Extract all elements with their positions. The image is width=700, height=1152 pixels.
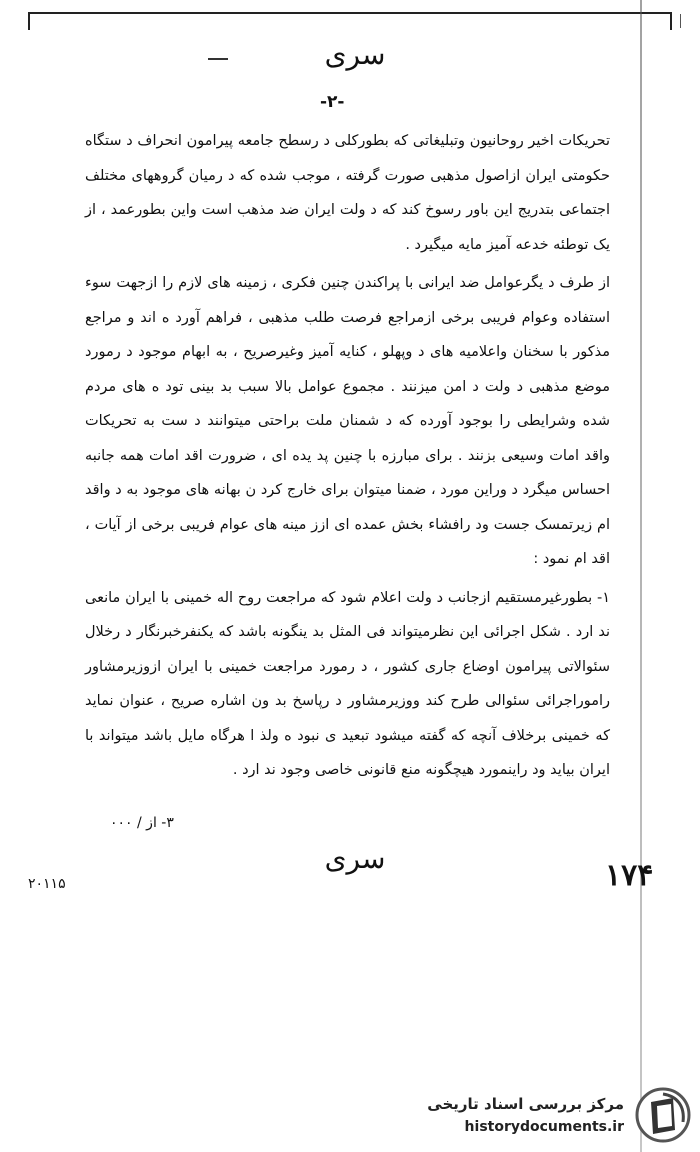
watermark-url: historydocuments.ir xyxy=(464,1119,624,1135)
page-frame-right-secondary xyxy=(680,14,681,28)
page-frame-right xyxy=(670,12,672,30)
page-number: -۲- xyxy=(320,92,345,112)
classification-bottom: سری xyxy=(324,842,386,875)
page-frame-top xyxy=(28,12,672,14)
classification-top: سری xyxy=(324,38,386,71)
watermark-logo-icon xyxy=(633,1084,693,1146)
page-frame-left xyxy=(28,12,30,30)
archive-number: ۱۷۴ xyxy=(605,858,654,893)
paragraph-1: تحریکات اخیر روحانیون وتبلیغاتی که بطورکلی د رسطح جامعه پیرامون انحراف د ستگاه حکومتی ایران ازاصول مذهبی صورت گرفته ، موجب شده که د رمیان گروههای مختلف اجتماعی بتدریج این باور رسوخ کند که د ولت ایران ضد مذهب است واین بطورعمد ، از یک توطئه خدعه آمیز مایه میگیرد . xyxy=(85,133,610,253)
document-body xyxy=(85,124,610,788)
watermark-org-name: مرکز بررسی اسناد تاریخی xyxy=(427,1095,624,1113)
paragraph-3: ۱- بطورغیرمستقیم ازجانب د ولت اعلام شود که مراجعت روح اله خمینی با ایران مانعی ند ارد . شکل اجرائی این نظرمیتواند فی المثل بد ینگونه باشد که یکنفرخبرنگار د رخلال سئوالاتی پیرامون اوضاع جاری کشور ، د رمورد مراجعت خمینی با ایران ازوزیرمشاور راموراجرائی سئوالی طرح کند ووزیرمشاور د رپاسخ بد ون اشاره صریح ، عنوان نماید که خمینی برخلاف آنچه که گفته میشود تبعید ی نبود ه ولذ ا هرگاه مایل باشد میتواند با ایران بیاید ود راینمورد هیچگونه منع قانونی خاصی وجود ند ارد . xyxy=(85,589,610,778)
continuation-line: ۳- از / ۰۰۰ xyxy=(110,815,174,831)
paragraph-2: از طرف د یگرعوامل ضد ایرانی با پراکندن چنین فکری ، زمینه های لازم را ازجهت سوء استفاده وعوام فریبی برخی ازمراجع فرصت طلب مذهبی ، فراهم آورد ه اند و مراجع مذکور با سخنان واعلامیه های د وپهلو ، کنایه آمیز وغیرصریح ، به ابهام موجود د رمورد موضع مذهبی د ولت د امن میزنند . مجموع عوامل بالا سبب بد بینی تود ه های مردم شده وشرایطی را بوجود آورده که د شمنان ملت براحتی میتوانند د ست به تحریکات واقد امات وسیعی بزنند . برای مبارزه با چنین پد یده ای ، ضرورت اقد امات همه جانبه احساس میگرد د وراین مورد ، ضمنا میتوان برای خارج کرد ن بهانه های موجود به د واقد ام زیرتمسک جست ود رافشاء بخش عمده ای ازز مینه های عوام فریبی برخی از آیات ، اقد ام نمود : xyxy=(85,275,610,567)
ink-mark xyxy=(208,58,228,60)
margin-handwritten-note: ۲۰۱۱۵ xyxy=(28,876,66,892)
page-edge-shadow xyxy=(640,0,642,1152)
